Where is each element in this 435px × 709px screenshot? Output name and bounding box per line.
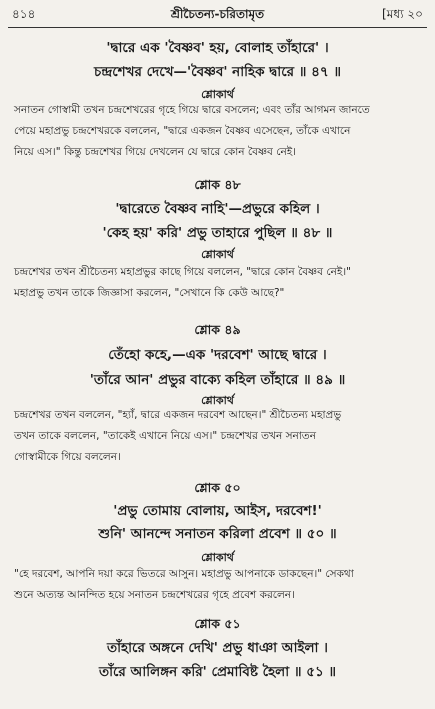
translation-label-47: শ্লোকার্থ <box>201 88 234 101</box>
translation-49 <box>14 405 423 468</box>
book-title: শ্রীচৈতন্য-চরিতামৃত <box>170 7 265 21</box>
translation-label-50: শ্লোকার্থ <box>201 551 234 564</box>
translation-47-line-1: সনাতন গোস্বামী তখন চন্দ্রশেখরের গৃহে গিয়ে দ্বারে বসলেন; এবং তাঁর আগমন জানতে <box>14 104 370 116</box>
sloka-heading-50: শ্লোক ৫০ <box>194 480 241 495</box>
translation-50 <box>14 564 423 606</box>
verse-48-line-2: 'কেহ হয়' করি' প্রভু তাহারে পুছিল ॥ ৪৮ ॥ <box>102 225 333 241</box>
verse-47-line-1: 'দ্বারে এক 'বৈষ্ণব' হয়, বোলাহ তাঁহারে' । <box>106 40 329 56</box>
translation-49-line-1: চন্দ্রশেখর তখন বললেন, "হ্যাঁ, দ্বারে একজন দরবেশ আছেন।" শ্রীচৈতন্য মহাপ্রভু <box>14 409 342 421</box>
chapter-marker: [মধ্য ২০ <box>382 7 423 21</box>
translation-47 <box>14 100 423 163</box>
translation-49-line-3: গোস্বামীকে গিয়ে বললেন। <box>14 451 121 463</box>
verse-51-line-1: তাঁহারে অঙ্গনে দেখি' প্রভু ধাঞা আইলা । <box>106 640 329 656</box>
sloka-heading-51: শ্লোক ৫১ <box>194 616 241 631</box>
verse-50-line-1: 'প্রভু তোমায় বোলায়, আইস, দরবেশ!' <box>113 503 322 519</box>
verse-48-line-1: 'দ্বারেতে বৈষ্ণব নাহি'—প্রভুরে কহিল । <box>115 201 320 217</box>
verse-49-line-1: তেঁহো কহে,—এক 'দরবেশ' আছে দ্বারে । <box>108 347 327 363</box>
sloka-heading-49: শ্লোক ৪৯ <box>194 322 241 337</box>
translation-48-line-2: মহাপ্রভু তখন তাকে জিজ্ঞাসা করলেন, "সেখানে কি কেউ আছে?" <box>14 287 285 299</box>
page-number: ৪১৪ <box>12 7 36 21</box>
sloka-heading-48: শ্লোক ৪৮ <box>194 177 241 192</box>
verse-47-line-2: চন্দ্রশেখর দেখে—'বৈষ্ণব' নাহিক দ্বারে ॥ ৪৭ ॥ <box>94 64 341 80</box>
translation-50-line-1: "হে দরবেশ, আপনি দয়া করে ভিতরে আসুন। মহাপ্রভু আপনাকে ডাকছেন।" সেকথা <box>14 568 354 580</box>
verse-51-line-2: তাঁরে আলিঙ্গন করি' প্রেমাবিষ্ট হৈলা ॥ ৫১ ॥ <box>98 664 337 680</box>
translation-48 <box>14 262 423 304</box>
header-rule <box>8 27 427 28</box>
verse-50-line-2: শুনি' আনন্দে সনাতন করিলা প্রবেশ ॥ ৫০ ॥ <box>98 526 337 542</box>
verse-49-line-2: 'তাঁরে আন' প্রভুর বাক্যে কহিল তাঁহারে ॥ ৪৯ ॥ <box>89 372 346 388</box>
translation-50-line-2: শুনে অত্যন্ত আনন্দিত হয়ে সনাতন চন্দ্রশেখরের গৃহে প্রবেশ করলেন। <box>14 589 295 601</box>
running-header <box>12 6 423 26</box>
translation-48-line-1: চন্দ্রশেখর তখন শ্রীচৈতন্য মহাপ্রভুর কাছে গিয়ে বললেন, "দ্বারে কোন বৈষ্ণব নেই।" <box>14 266 351 278</box>
translation-label-48: শ্লোকার্থ <box>201 248 234 261</box>
translation-49-line-2: তখন তাকে বললেন, "তাকেই এখানে নিয়ে এস।" চন্দ্রশেখর তখন সনাতন <box>14 430 316 442</box>
translation-47-line-2: পেয়ে মহাপ্রভু চন্দ্রশেখরকে বললেন, "দ্বারে একজন বৈষ্ণব এসেছেন, তাঁকে এখানে <box>14 125 351 137</box>
translation-47-line-3: নিয়ে এস।" কিন্তু চন্দ্রশেখর গিয়ে দেখলেন যে দ্বারে কোন বৈষ্ণব নেই। <box>14 146 296 158</box>
translation-label-49: শ্লোকার্থ <box>201 394 234 407</box>
